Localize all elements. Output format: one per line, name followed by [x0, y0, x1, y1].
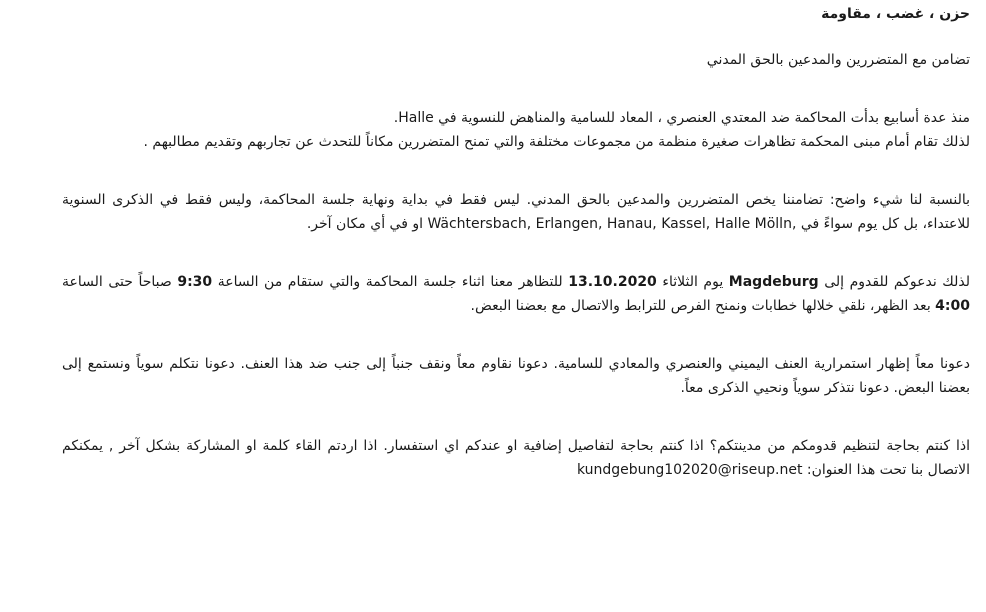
document-subtitle: تضامن مع المتضررين والمدعين بالحق المدني: [706, 52, 970, 68]
end-time: 4:00: [935, 298, 970, 314]
text-run: .: [393, 110, 399, 126]
text-run: اذا كنتم بحاجة لتنظيم قدومكم من مدينتكم؟ اذا كنتم بحاجة لتفاصيل إضافية او عندكم اي استفسار. اذا اردتم القاء كلمة او المشاركة بشكل آخر , يمكنكم الاتصال بنا تحت هذا العنوان:: [62, 438, 970, 478]
places-list: Wächtersbach, Erlangen, Hanau, Kassel, Halle Mölln,: [427, 216, 797, 232]
paragraph-call-to-action: دعونا معاً إظهار استمرارية العنف اليميني والعنصري والمعادي للسامية. دعونا نقاوم معاً ونقف جنباً إلى جنب ضد هذا العنف. دعونا نتكلم سوياً ونستمع إلى بعضنا البعض. دعونا نتذكر سوياً ونحيي الذكرى معاً.: [62, 356, 970, 396]
text-run: او في أي مكان آخر.: [306, 216, 428, 232]
text-run: لذلك ندعوكم للقدوم إلى: [818, 274, 970, 290]
event-date: 13.10.2020: [568, 274, 657, 290]
text-run: صباحاً حتى الساعة: [62, 274, 178, 290]
contact-email[interactable]: kundgebung102020@riseup.net: [576, 462, 803, 478]
paragraph-line: [62, 106, 970, 130]
city-halle: Halle: [398, 110, 434, 126]
paragraph-invitation: [62, 270, 970, 318]
start-time: 9:30: [177, 274, 213, 290]
text-run: يوم الثلاثاء: [656, 274, 729, 290]
text-run: منذ عدة أسابيع بدأت المحاكمة ضد المعتدي العنصري ، المعاد للسامية والمناهض للنسوية في: [433, 110, 970, 126]
paragraph-trial-intro: [62, 106, 970, 154]
city-magdeburg: Magdeburg: [728, 274, 819, 290]
paragraph-solidarity: [62, 188, 970, 236]
document-title: حزن ، غضب ، مقاومة: [821, 6, 970, 22]
text-run: بالنسبة لنا شيء واضح: تضامننا يخص المتضررين والمدعين بالحق المدني. ليس فقط في بداية ونهاية جلسة المحاكمة، وليس فقط في الذكرى السنوية للاعتداء، بل كل يوم سواءً في: [62, 192, 970, 232]
text-run: للتظاهر معنا اثناء جلسة المحاكمة والتي ستقام من الساعة: [212, 274, 569, 290]
paragraph-line: لذلك تقام أمام مبنى المحكمة تظاهرات صغيرة منظمة من مجموعات مختلفة والتي تمنح المتضررين مكاناً للتحدث عن تجاربهم وتقديم مطالبهم .: [143, 134, 970, 150]
text-run: بعد الظهر، نلقي خلالها خطابات ونمنح الفرص للترابط والاتصال مع بعضنا البعض.: [470, 298, 936, 314]
paragraph-contact: [62, 434, 970, 482]
